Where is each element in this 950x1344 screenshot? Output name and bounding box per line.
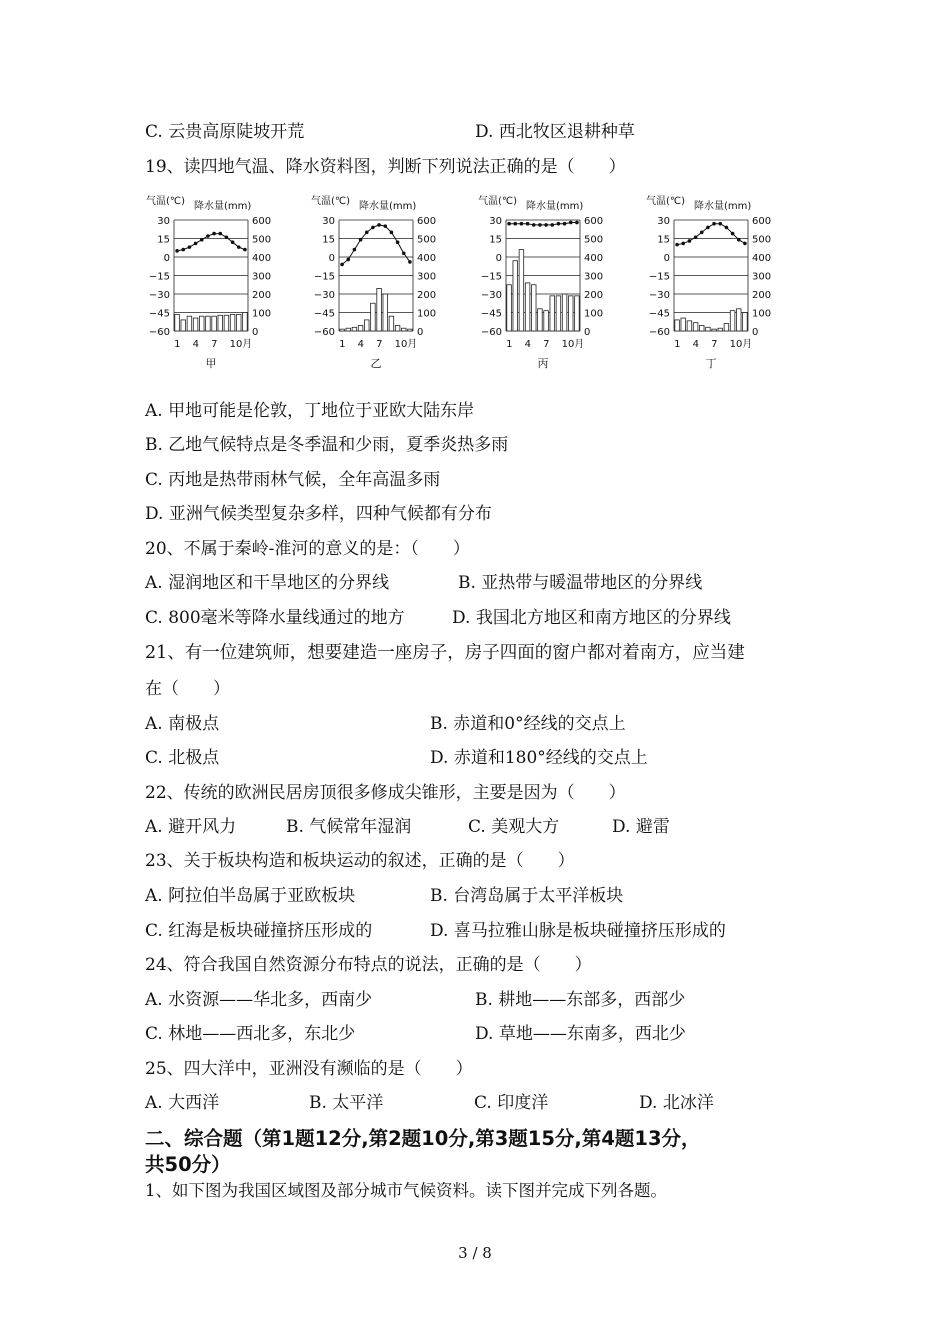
precipitation-tick-label: 600 — [417, 216, 437, 227]
temperature-line — [342, 225, 410, 264]
temperature-tick-label: −15 — [148, 271, 170, 283]
q24-option-b: B. 耕地——东部多，西部少 — [475, 990, 686, 1010]
precipitation-tick-label: 100 — [752, 308, 772, 320]
temperature-tick-label: −30 — [148, 290, 170, 301]
q24-option-c: C. 林地——西北多，东北少 — [145, 1024, 356, 1044]
precipitation-bar — [562, 294, 567, 331]
temperature-point — [365, 231, 369, 235]
climate-charts-figure — [140, 192, 780, 372]
temperature-axis-title: 气温(℃) — [311, 196, 351, 207]
month-tick-label: 7 — [543, 339, 550, 350]
temperature-tick-label: 15 — [322, 234, 335, 246]
q23-option-b: B. 台湾岛属于太平洋板块 — [430, 886, 624, 906]
month-tick-label: 1 — [674, 339, 681, 350]
month-tick-label: 7 — [376, 339, 383, 350]
precipitation-bar — [193, 318, 198, 331]
precipitation-bar — [206, 316, 211, 331]
precipitation-tick-label: 300 — [252, 271, 272, 283]
month-tick-label: 10月 — [729, 339, 753, 350]
temperature-point — [700, 231, 704, 235]
precipitation-bar — [230, 314, 235, 331]
temperature-point — [340, 263, 344, 267]
precipitation-tick-label: 600 — [584, 216, 604, 227]
precipitation-tick-label: 500 — [584, 234, 604, 246]
q19-stem: 19、读四地气温、降水资料图，判断下列说法正确的是（ ） — [145, 157, 626, 177]
precipitation-tick-label: 200 — [417, 290, 437, 301]
temperature-point — [175, 249, 179, 253]
temperature-point — [731, 232, 735, 236]
temperature-tick-label: −60 — [480, 327, 502, 338]
temperature-point — [390, 231, 394, 235]
q24-option-a: A. 水资源——华北多，西南少 — [145, 990, 373, 1010]
month-tick-label: 7 — [711, 339, 718, 350]
precipitation-tick-label: 600 — [252, 216, 272, 227]
q22-option-a: A. 避开风力 — [145, 817, 237, 837]
q21-stem-line2: 在（ ） — [145, 679, 230, 699]
precipitation-tick-label: 600 — [752, 216, 772, 227]
temperature-line — [677, 224, 745, 245]
precipitation-bar — [568, 296, 573, 331]
precipitation-bar — [519, 250, 524, 331]
month-tick-label: 4 — [192, 339, 199, 350]
temperature-axis-title: 气温(℃) — [478, 196, 518, 207]
temperature-point — [237, 245, 241, 249]
precipitation-tick-label: 300 — [584, 271, 604, 283]
q20-option-a: A. 湿润地区和干旱地区的分界线 — [145, 573, 390, 593]
month-tick-label: 4 — [692, 339, 699, 350]
q19-option-d: D. 亚洲气候类型复杂多样，四种气候都有分布 — [145, 504, 492, 524]
temperature-point — [383, 224, 387, 228]
q21-option-a: A. 南极点 — [145, 714, 220, 734]
temperature-point — [402, 252, 406, 256]
q25-option-c: C. 印度洋 — [474, 1093, 549, 1113]
temperature-tick-label: 30 — [489, 216, 502, 227]
temperature-tick-label: 15 — [157, 234, 170, 246]
q25-option-b: B. 太平洋 — [309, 1093, 384, 1113]
q20-option-d: D. 我国北方地区和南方地区的分界线 — [452, 608, 731, 628]
temperature-point — [181, 248, 185, 252]
temperature-axis-title: 气温(℃) — [646, 196, 686, 207]
precipitation-tick-label: 200 — [752, 290, 772, 301]
temperature-point — [718, 222, 722, 226]
precipitation-bar — [212, 316, 217, 331]
q21-stem-line1: 21、有一位建筑师，想要建造一座房子，房子四面的窗户都对着南方，应当建 — [145, 643, 745, 663]
q22-stem: 22、传统的欧洲民居房顶很多修成尖锥形，主要是因为（ ） — [145, 783, 626, 803]
temperature-point — [557, 222, 561, 226]
precipitation-tick-label: 100 — [584, 308, 604, 320]
temperature-tick-label: −30 — [480, 290, 502, 301]
precipitation-tick-label: 100 — [417, 308, 437, 320]
precipitation-bar — [706, 327, 711, 331]
temperature-tick-label: 0 — [163, 253, 170, 264]
temperature-tick-label: 15 — [489, 234, 502, 246]
q21-option-b: B. 赤道和0°经线的交点上 — [430, 714, 626, 734]
precipitation-bar — [575, 296, 580, 331]
precipitation-bar — [371, 303, 376, 331]
temperature-point — [408, 260, 412, 264]
precipitation-bar — [346, 328, 351, 331]
q22-option-c: C. 美观大方 — [468, 817, 560, 837]
temperature-point — [200, 238, 204, 242]
precipitation-tick-label: 500 — [752, 234, 772, 246]
precipitation-bar — [377, 288, 382, 331]
q22-option-b: B. 气候常年湿润 — [286, 817, 412, 837]
temperature-point — [544, 223, 548, 227]
temperature-point — [520, 222, 524, 226]
precipitation-bar — [675, 320, 680, 331]
chart-title: 丙 — [537, 357, 549, 370]
temperature-point — [575, 221, 579, 225]
temperature-tick-label: −15 — [480, 271, 502, 283]
q19-option-a: A. 甲地可能是伦敦，丁地位于亚欧大陆东岸 — [145, 401, 475, 421]
temperature-point — [346, 258, 350, 262]
precipitation-bar — [187, 316, 192, 331]
precipitation-bar — [401, 328, 406, 331]
temperature-point — [231, 240, 235, 244]
temperature-point — [526, 222, 530, 226]
precipitation-tick-label: 200 — [584, 290, 604, 301]
precipitation-bar — [408, 329, 413, 331]
temperature-tick-label: 30 — [657, 216, 670, 227]
temperature-point — [194, 242, 198, 246]
temperature-point — [725, 226, 729, 230]
precipitation-bar — [730, 311, 735, 331]
precipitation-bar — [383, 294, 388, 331]
temperature-point — [688, 239, 692, 243]
precipitation-tick-label: 0 — [752, 327, 759, 338]
precipitation-bar — [395, 325, 400, 331]
q19-option-b: B. 乙地气候特点是冬季温和少雨，夏季炎热多雨 — [145, 435, 509, 455]
temperature-tick-label: −30 — [648, 290, 670, 301]
q18-option-c: C. 云贵高原陡坡开荒 — [145, 122, 305, 142]
chart-title: 乙 — [370, 357, 382, 370]
precipitation-bar — [743, 313, 748, 332]
precipitation-bar — [243, 313, 248, 332]
q23-option-c: C. 红海是板块碰撞挤压形成的 — [145, 921, 373, 941]
temperature-tick-label: 15 — [657, 234, 670, 246]
precipitation-bar — [538, 309, 543, 331]
q23-option-a: A. 阿拉伯半岛属于亚欧板块 — [145, 886, 356, 906]
precipitation-tick-label: 100 — [252, 308, 272, 320]
q21-option-d: D. 赤道和180°经线的交点上 — [430, 748, 648, 768]
temperature-tick-label: −60 — [648, 327, 670, 338]
temperature-point — [550, 223, 554, 227]
precipitation-axis-title: 降水量(mm) — [194, 201, 252, 212]
temperature-tick-label: 30 — [157, 216, 170, 227]
temperature-point — [225, 235, 229, 239]
q20-option-b: B. 亚热带与暖温带地区的分界线 — [458, 573, 703, 593]
precipitation-bar — [556, 296, 561, 331]
q24-option-d: D. 草地——东南多，西北少 — [475, 1024, 686, 1044]
section2-q1-stem: 1、如下图为我国区域图及部分城市气候资料。读下图并完成下列各题。 — [145, 1181, 667, 1200]
precipitation-bar — [718, 328, 723, 331]
temperature-point — [188, 245, 192, 249]
temperature-point — [359, 238, 363, 242]
precipitation-bar — [525, 283, 530, 331]
precipitation-bar — [224, 315, 229, 331]
temperature-point — [694, 235, 698, 239]
month-tick-label: 7 — [211, 339, 218, 350]
precipitation-bar — [175, 314, 180, 331]
q21-option-c: C. 北极点 — [145, 748, 220, 768]
precipitation-tick-label: 200 — [252, 290, 272, 301]
temperature-point — [396, 240, 400, 244]
temperature-point — [212, 232, 216, 236]
temperature-point — [353, 248, 357, 252]
q25-stem: 25、四大洋中，亚洲没有濒临的是（ ） — [145, 1059, 473, 1079]
precipitation-bar — [181, 320, 186, 331]
precipitation-tick-label: 500 — [417, 234, 437, 246]
q20-option-c: C. 800毫米等降水量线通过的地方 — [145, 608, 405, 628]
precipitation-axis-title: 降水量(mm) — [526, 201, 584, 212]
temperature-point — [218, 232, 222, 236]
temperature-tick-label: 0 — [663, 253, 670, 264]
temperature-point — [712, 222, 716, 226]
temperature-point — [206, 234, 210, 238]
temperature-tick-label: −60 — [313, 327, 335, 338]
temperature-tick-label: −60 — [148, 327, 170, 338]
temperature-point — [563, 222, 567, 226]
q23-option-d: D. 喜马拉雅山脉是板块碰撞挤压形成的 — [430, 921, 726, 941]
precipitation-bar — [687, 321, 692, 331]
temperature-tick-label: 0 — [495, 253, 502, 264]
precipitation-bar — [712, 329, 717, 331]
precipitation-bar — [199, 316, 204, 331]
precipitation-tick-label: 400 — [752, 253, 772, 264]
section2-title-line1: 二、综合题（第1题12分,第2题10分,第3题15分,第4题13分， — [145, 1127, 701, 1150]
temperature-tick-label: −45 — [648, 308, 670, 320]
precipitation-tick-label: 0 — [584, 327, 591, 338]
month-tick-label: 1 — [506, 339, 513, 350]
q23-stem: 23、关于板块构造和板块运动的叙述，正确的是（ ） — [145, 851, 575, 871]
precipitation-bar — [389, 316, 394, 331]
chart-title: 丁 — [705, 357, 717, 370]
q18-option-d: D. 西北牧区退耕种草 — [475, 122, 635, 142]
precipitation-bar — [364, 320, 369, 331]
temperature-point — [706, 226, 710, 230]
chart-title: 甲 — [205, 357, 217, 370]
precipitation-bar — [724, 324, 729, 331]
precipitation-bar — [507, 285, 512, 331]
precipitation-bar — [681, 318, 686, 331]
precipitation-bar — [699, 325, 704, 331]
temperature-tick-label: −30 — [313, 290, 335, 301]
q24-stem: 24、符合我国自然资源分布特点的说法，正确的是（ ） — [145, 955, 592, 975]
temperature-tick-label: −45 — [148, 308, 170, 320]
temperature-tick-label: −45 — [313, 308, 335, 320]
precipitation-bar — [236, 314, 241, 331]
q22-option-d: D. 避雷 — [612, 817, 670, 837]
temperature-point — [513, 222, 517, 226]
month-tick-label: 4 — [357, 339, 364, 350]
temperature-point — [743, 242, 747, 246]
precipitation-tick-label: 400 — [252, 253, 272, 264]
temperature-point — [532, 223, 536, 227]
month-tick-label: 10月 — [394, 339, 418, 350]
temperature-point — [538, 223, 542, 227]
precipitation-tick-label: 0 — [417, 327, 424, 338]
month-tick-label: 4 — [524, 339, 531, 350]
precipitation-bar — [358, 325, 363, 331]
precipitation-bar — [218, 315, 223, 331]
precipitation-bar — [736, 309, 741, 331]
q20-stem: 20、不属于秦岭-淮河的意义的是：（ ） — [145, 539, 470, 559]
precipitation-tick-label: 500 — [252, 234, 272, 246]
temperature-tick-label: −45 — [480, 308, 502, 320]
temperature-point — [507, 222, 511, 226]
precipitation-axis-title: 降水量(mm) — [694, 201, 752, 212]
section2-title-line2: 共50分） — [145, 1153, 231, 1176]
temperature-point — [675, 243, 679, 247]
precipitation-tick-label: 300 — [752, 271, 772, 283]
q19-option-c: C. 丙地是热带雨林气候，全年高温多雨 — [145, 470, 441, 490]
temperature-line — [509, 222, 577, 224]
month-tick-label: 1 — [339, 339, 346, 350]
precipitation-bar — [340, 329, 345, 331]
precipitation-tick-label: 400 — [584, 253, 604, 264]
precipitation-bar — [513, 261, 518, 331]
temperature-tick-label: −15 — [648, 271, 670, 283]
temperature-line — [177, 234, 245, 251]
temperature-axis-title: 气温(℃) — [146, 196, 186, 207]
month-tick-label: 10月 — [229, 339, 253, 350]
q25-option-a: A. 大西洋 — [145, 1093, 220, 1113]
precipitation-tick-label: 400 — [417, 253, 437, 264]
temperature-point — [569, 221, 573, 225]
temperature-tick-label: 30 — [322, 216, 335, 227]
precipitation-tick-label: 300 — [417, 271, 437, 283]
precipitation-bar — [550, 296, 555, 331]
q25-option-d: D. 北冰洋 — [639, 1093, 714, 1113]
temperature-point — [243, 248, 247, 252]
page-number: 3 / 8 — [458, 1244, 492, 1262]
month-tick-label: 1 — [174, 339, 181, 350]
temperature-point — [681, 242, 685, 246]
precipitation-bar — [544, 311, 549, 331]
temperature-point — [377, 223, 381, 227]
precipitation-bar — [531, 285, 536, 331]
temperature-point — [737, 238, 741, 242]
precipitation-tick-label: 0 — [252, 327, 259, 338]
precipitation-bar — [352, 327, 357, 331]
precipitation-bar — [693, 323, 698, 331]
temperature-point — [371, 226, 375, 230]
month-tick-label: 10月 — [561, 339, 585, 350]
temperature-tick-label: 0 — [328, 253, 335, 264]
temperature-tick-label: −15 — [313, 271, 335, 283]
precipitation-axis-title: 降水量(mm) — [359, 201, 417, 212]
